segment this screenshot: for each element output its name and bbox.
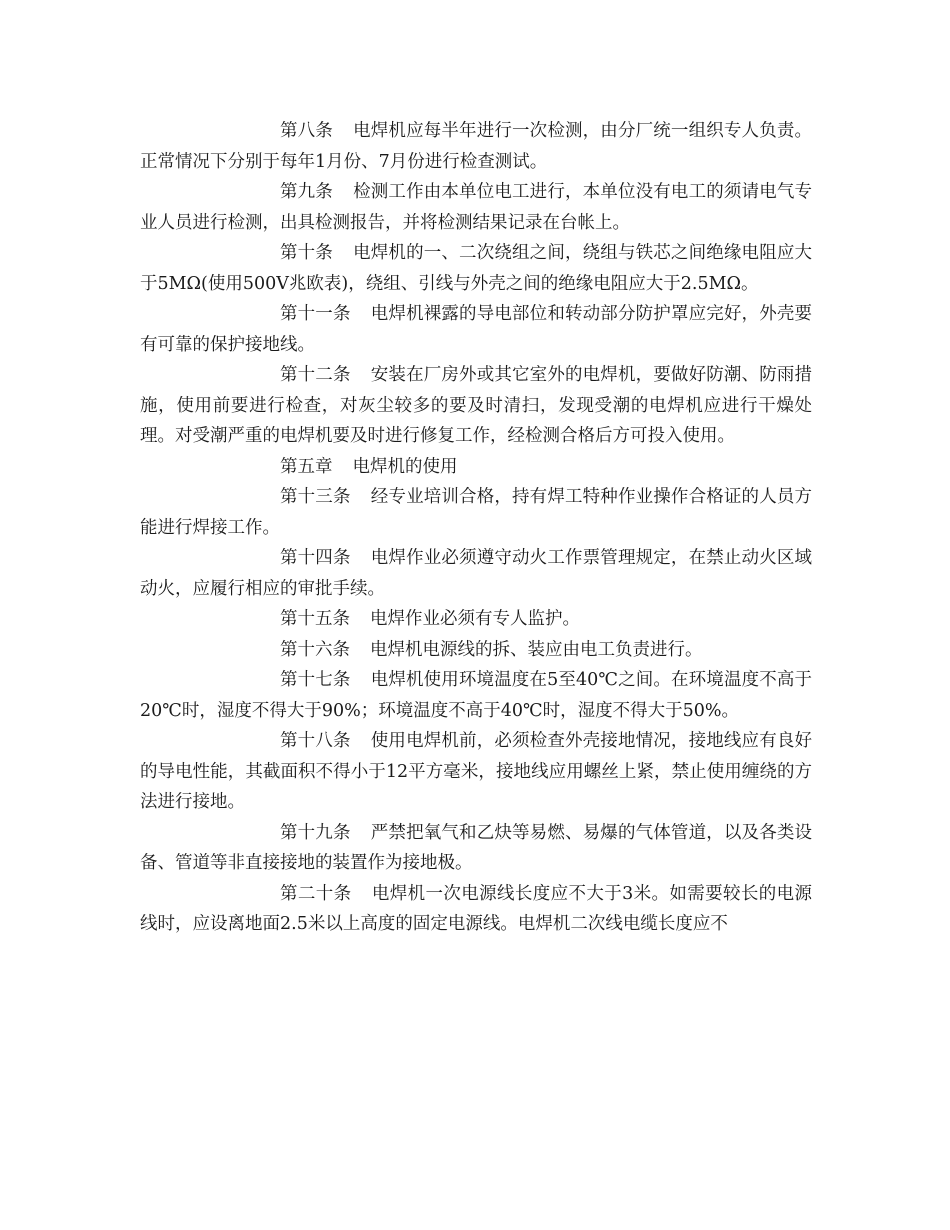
article-number: 第十六条	[280, 639, 350, 660]
article-number: 第十条	[280, 243, 333, 263]
article-text: 严禁把氧气和乙炔等易燃、易爆的气体管道，以及各类设备、管道等非直接接地的装置作为接地极。	[140, 822, 813, 873]
article-text: 电焊机裸露的导电部位和转动部分防护罩应完好，外壳要有可靠的保护接地线。	[140, 304, 813, 355]
article-text: 电焊机应每半年进行一次检测，由分厂统一组织专人负责。正常情况下分别于每年1月份、7月份进行检查测试。	[140, 121, 813, 172]
article-number: 第八条	[280, 121, 333, 141]
paragraph-article-14	[140, 543, 812, 604]
article-number: 第十三条	[280, 487, 351, 507]
chapter-title: 电焊机的使用	[352, 456, 458, 477]
paragraph-article-18	[140, 726, 812, 818]
article-text: 检测工作由本单位电工进行，本单位没有电工的须请电气专业人员进行检测，出具检测报告，并将检测结果记录在台帐上。	[140, 182, 813, 233]
paragraph-article-9	[140, 177, 812, 238]
article-text: 电焊作业必须有专人监护。	[370, 609, 580, 629]
article-number: 第十九条	[280, 822, 351, 843]
article-text: 电焊机的一、二次绕组之间，绕组与铁芯之间绝缘电阻应大于5MΩ(使用500V兆欧表)，绕组、引线与外壳之间的绝缘电阻应大于2.5MΩ。	[140, 243, 813, 294]
paragraph-article-15	[140, 604, 812, 635]
paragraph-article-17	[140, 665, 812, 726]
paragraph-article-10	[140, 238, 812, 299]
paragraph-article-20	[140, 879, 812, 940]
article-text: 经专业培训合格，持有焊工特种作业操作合格证的人员方能进行焊接工作。	[140, 487, 813, 538]
paragraph-article-16	[140, 635, 812, 666]
article-number: 第十一条	[280, 304, 351, 324]
paragraph-article-13	[140, 482, 812, 543]
article-text: 电焊作业必须遵守动火工作票管理规定，在禁止动火区域动火，应履行相应的审批手续。	[140, 548, 813, 599]
article-text: 电焊机一次电源线长度应不大于3米。如需要较长的电源线时，应设离地面2.5米以上高度的固定电源线。电焊机二次线电缆长度应不	[140, 883, 812, 934]
article-number: 第十七条	[280, 670, 351, 690]
chapter-heading-5	[140, 452, 812, 483]
article-number: 第二十条	[280, 883, 352, 904]
article-number: 第九条	[280, 182, 333, 202]
article-number: 第十五条	[280, 609, 350, 629]
article-text: 电焊机电源线的拆、装应由电工负责进行。	[370, 639, 703, 660]
article-text: 电焊机使用环境温度在5至40℃之间。在环境温度不高于20℃时，湿度不得大于90%；环境温度不高于40℃时，湿度不得大于50%。	[140, 670, 813, 721]
paragraph-article-19	[140, 818, 812, 879]
article-number: 第十八条	[280, 731, 351, 751]
document-body	[140, 116, 812, 940]
paragraph-article-12	[140, 360, 812, 452]
paragraph-article-8	[140, 116, 812, 177]
article-number: 第十二条	[280, 365, 351, 385]
paragraph-article-11	[140, 299, 812, 360]
article-text: 使用电焊机前，必须检查外壳接地情况，接地线应有良好的导电性能，其截面积不得小于12平方毫米，接地线应用螺丝上紧，禁止使用缠绕的方法进行接地。	[140, 731, 813, 812]
article-text: 安装在厂房外或其它室外的电焊机，要做好防潮、防雨措施，使用前要进行检查，对灰尘较多的要及时清扫，发现受潮的电焊机应进行干燥处理。对受潮严重的电焊机要及时进行修复工作，经检测合格后方可投入使用。	[140, 365, 813, 446]
article-number: 第十四条	[280, 548, 351, 568]
chapter-number: 第五章	[280, 456, 333, 477]
